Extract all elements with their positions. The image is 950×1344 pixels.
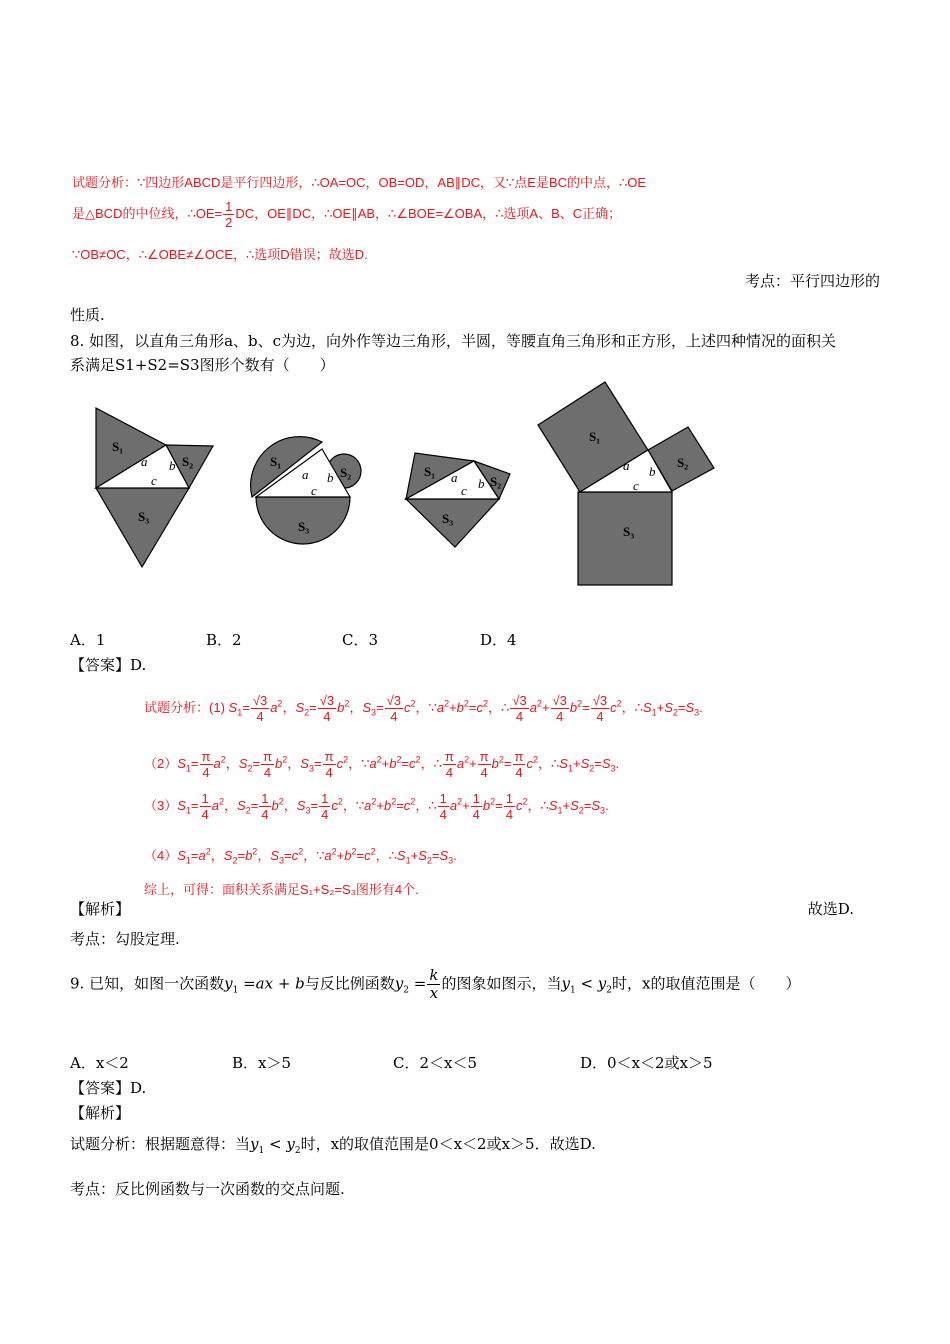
prev-kaodian-cont: 性质. bbox=[70, 306, 105, 324]
fig1-b-label: b bbox=[169, 458, 176, 473]
fig2-a-label: a bbox=[302, 467, 309, 482]
q9-kaodian: 考点：反比例函数与一次函数的交点问题. bbox=[70, 1180, 345, 1198]
q8-guxuan: 故选D. bbox=[807, 900, 854, 918]
q8-stem-line1: 8. 如图，以直角三角形a、b、c为边，向外作等边三角形，半圆，等腰直角三角形和正方形，上述四种情况的面积关 bbox=[70, 332, 837, 350]
fig2-s2-label: S₂ bbox=[340, 465, 352, 480]
prev-analysis-line2 bbox=[72, 200, 621, 229]
q8-figure bbox=[0, 375, 950, 605]
fig4-s3-label: S₃ bbox=[623, 524, 635, 539]
prev-analysis-line2-a: 是△BCD的中位线，∴OE= bbox=[72, 205, 223, 221]
half-fraction: $\frac{1}{2}$ bbox=[225, 199, 233, 230]
prev-analysis-line3: ∵OB≠OC，∴∠OBE≠∠OCE，∴选项D错误；故选D. bbox=[72, 247, 368, 262]
q8-option-d: D．4 bbox=[480, 631, 517, 649]
fig2-b-label: b bbox=[327, 470, 334, 485]
fig3-a-label: a bbox=[451, 470, 458, 485]
fig2-c-label: c bbox=[311, 483, 317, 498]
fig4-s2-label: S₂ bbox=[677, 455, 689, 470]
q8-option-b: B．2 bbox=[206, 631, 242, 649]
q9-answer: 【答案】D. bbox=[70, 1079, 147, 1097]
q8-stem-line2: 系满足S1+S2=S3图形个数有（ ） bbox=[70, 356, 335, 374]
fig1-s3-label: S₃ bbox=[138, 509, 150, 524]
q9-option-b: B．x＞5 bbox=[232, 1054, 292, 1072]
q9-option-d: D．0＜x＜2或x＞5 bbox=[580, 1054, 713, 1072]
fig1-c-label: c bbox=[151, 473, 157, 488]
q9-stem: 9. 已知，如图一次函数$y_1 =ax + b$与反比例函数$y_2$ = $\frac{k}{x}$ 的图象如图示，当$y_1 < y_2$时，x的取值范围是（ ） bbox=[70, 966, 801, 1002]
prev-analysis-line1: 试题分析：∵四边形ABCD是平行四边形，∴OA=OC，OB=OD，AB∥DC，又∵点E是BC的中点，∴OE bbox=[72, 175, 647, 190]
q8-option-c: C．3 bbox=[342, 631, 379, 649]
q8-jiexi: 【解析】 bbox=[70, 900, 131, 918]
fig3-s3-label: S₃ bbox=[442, 511, 454, 526]
fig4-s1-label: S₁ bbox=[589, 429, 601, 444]
q8-answer: 【答案】D. bbox=[70, 656, 147, 674]
fig1-s3-triangle bbox=[96, 488, 189, 567]
q9-jiexi: 【解析】 bbox=[70, 1104, 131, 1122]
q8-analysis-item1: 试题分析：(1) $S_1=$ $\frac{√3}{4}$ $a^2$，$S_2=$ $\frac{√3}{4}$ $b^2$，$S_3=$ $\frac{√3}{4}$ $c^2$，$\because a^2+b^2=c^2$，∴ $\frac{√3}{4}$ $a^2+$ $\frac{√3}{4}$ $b^2=$ $\frac{√3}{4}$ $c^2$，$\therefore S_1+S_2=S_3$. bbox=[144, 693, 703, 724]
q9-option-a: A．x＜2 bbox=[70, 1054, 129, 1072]
q8-conclusion: 综上，可得：面积关系满足S₁+S₂=S₃图形有4个. bbox=[144, 882, 419, 897]
fig2-s1-label: S₁ bbox=[270, 454, 282, 469]
fig4-c-label: c bbox=[633, 478, 639, 493]
q8-analysis-item4: $(4)S_1=a^2$，$S_2=b^2$，$S_3=c^2$，$\because a^2+b^2=c^2$，$\therefore S_1+S_2=S_3$. bbox=[144, 846, 457, 866]
prev-kaodian: 考点：平行四边形的 bbox=[744, 272, 880, 290]
fig4-b-label: b bbox=[649, 464, 656, 479]
fig1-a-label: a bbox=[141, 454, 148, 469]
fig1-s1-label: S₁ bbox=[112, 439, 124, 454]
prev-analysis-line2-b: DC，OE∥DC，∴OE∥AB，∴∠BOE=∠OBA，∴选项A、B、C正确； bbox=[235, 205, 622, 221]
q8-analysis-item2: $(2)S_1=$ $\frac{\pi}{4}$ $a^2$，$S_2=$ $\frac{\pi}{4}$ $b^2$，$S_3=$ $\frac{\pi}{4}$ $c^2$，$\because a^2+b^2=c^2$，∴ $\frac{\pi}{4}$ $a^2+$ $\frac{\pi}{4}$ $b^2=$ $\frac{\pi}{4}$ $c^2$，$\therefore S_1+S_2=S_3$. bbox=[144, 749, 620, 780]
fig3-s2-label: S₂ bbox=[490, 474, 502, 489]
q8-kaodian: 考点：勾股定理. bbox=[70, 930, 180, 948]
q8-option-a: A．1 bbox=[70, 631, 106, 649]
fig3-b-label: b bbox=[478, 476, 485, 491]
q9-analysis: 试题分析：根据题意得：当$y_1 < y_2$时，x的取值范围是0＜x＜2或x＞5．故选D. bbox=[70, 1135, 596, 1156]
fig1-s2-label: S₂ bbox=[182, 454, 194, 469]
fig2-s3-label: S₃ bbox=[298, 519, 310, 534]
fig3-c-label: c bbox=[461, 483, 467, 498]
q8-analysis-item3: $(3)S_1=$ $\frac{1}{4}$ $a^2$，$S_2=$ $\frac{1}{4}$ $b^2$，$S_3=$ $\frac{1}{4}$ $c^2$，$\because a^2+b^2=c^2$，∴ $\frac{1}{4}$ $a^2+$ $\frac{1}{4}$ $b^2=$ $\frac{1}{4}$ $c^2$，$\therefore S_1+S_2=S_3$. bbox=[144, 791, 609, 822]
fig3-s1-label: S₁ bbox=[424, 464, 436, 479]
fig4-a-label: a bbox=[623, 458, 630, 473]
q9-option-c: C．2＜x＜5 bbox=[393, 1054, 478, 1072]
